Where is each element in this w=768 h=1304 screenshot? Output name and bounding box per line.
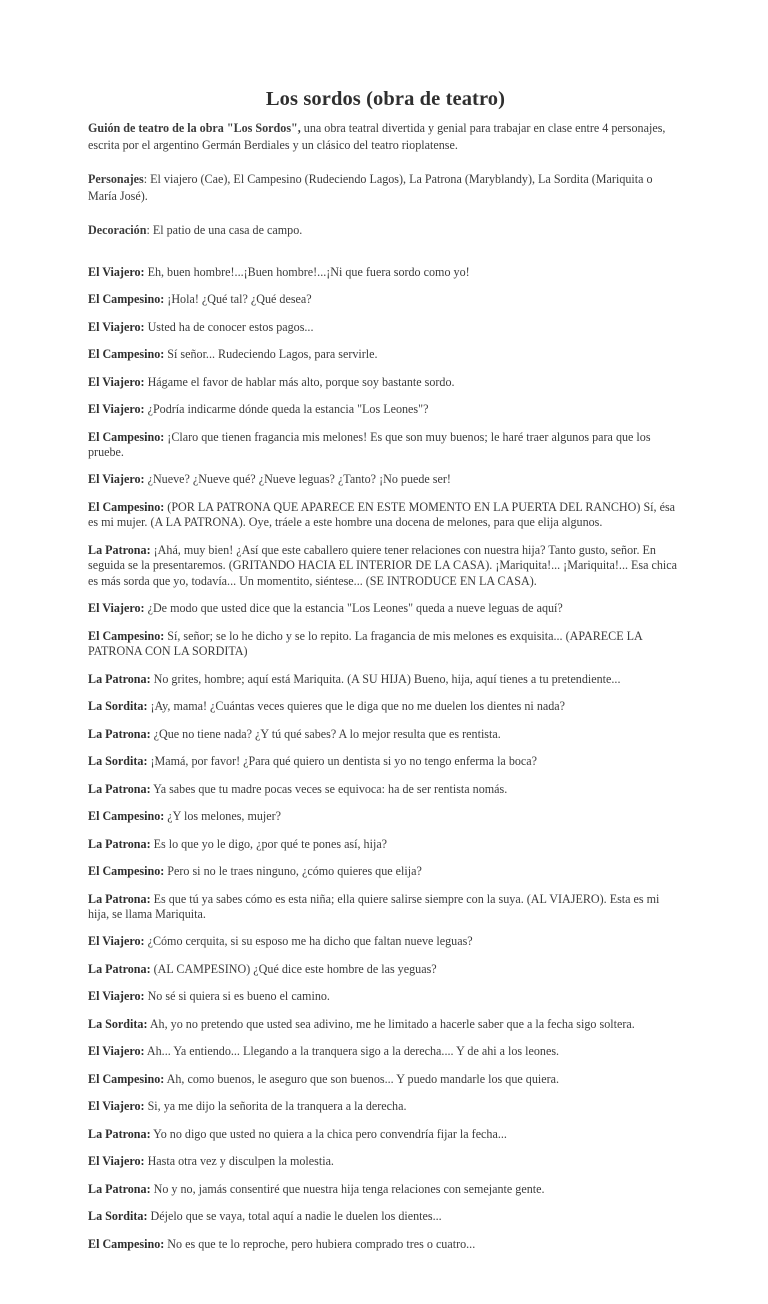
speech-text: Ah, como buenos, le aseguro que son buenos... Y puedo mandarle los que quiera. (164, 1071, 560, 1086)
dialogue-line (88, 727, 683, 742)
speaker-name: La Patrona: (88, 542, 151, 557)
speaker-name: El Campesino: (88, 1236, 165, 1251)
dialogue-line (88, 989, 683, 1004)
speaker-name: La Patrona: (88, 671, 151, 686)
speaker-name: El Campesino: (88, 499, 165, 514)
dialogue-line (88, 1154, 683, 1169)
dialogue-line (88, 347, 683, 362)
speech-text: Sí, señor; se lo he dicho y se lo repito. La fragancia de mis melones es exquisita... (APARECE LA PATRONA CON LA SORDITA) (88, 628, 643, 659)
speech-text: Usted ha de conocer estos pagos... (144, 319, 314, 334)
speaker-name: El Viajero: (88, 264, 145, 279)
speech-text: ¡Mamá, por favor! ¿Para qué quiero un dentista si yo no tengo enferma la boca? (147, 754, 538, 769)
speaker-name: El Viajero: (88, 319, 145, 334)
dialogue-line (88, 629, 683, 660)
dialogue-line (88, 375, 683, 390)
speech-text: (AL CAMPESINO) ¿Qué dice este hombre de las yeguas? (150, 961, 437, 976)
scene-block (88, 543, 683, 617)
speech-text: Eh, buen hombre!...¡Buen hombre!...¡Ni que fuera sordo como yo! (144, 264, 470, 279)
speech-text: Déjelo que se vaya, total aquí a nadie le duelen los dientes... (147, 1209, 442, 1224)
intro-paragraph (88, 120, 683, 153)
speech-text: Ah, yo no pretendo que usted sea adivino, me he limitado a hacerle saber que a la fecha sigo soltera. (147, 1016, 635, 1031)
speaker-name: La Patrona: (88, 726, 151, 741)
dialogue-line (88, 754, 683, 769)
speaker-name: El Campesino: (88, 292, 165, 306)
speaker-name: El Viajero: (88, 1099, 145, 1114)
decoracion-separator: : (146, 223, 153, 237)
dialogue-line (88, 1072, 683, 1087)
speaker-name: El Viajero: (88, 934, 145, 949)
speaker-name: La Sordita: (88, 699, 148, 714)
dialogue-line (88, 1099, 683, 1114)
speaker-name: El Viajero: (88, 1044, 145, 1059)
meta-section (88, 171, 683, 239)
personajes-value: El viajero (Cae), El Campesino (Rudeciendo Lagos), La Patrona (Maryblandy), La Sordita (Mariquita o María José). (88, 172, 653, 203)
scene-block (88, 265, 683, 390)
speaker-name: La Patrona: (88, 1181, 151, 1196)
page-title: Los sordos (obra de teatro) (265, 88, 506, 110)
personajes-block (88, 171, 683, 204)
dialogue-line (88, 320, 683, 335)
speaker-name: El Viajero: (88, 472, 145, 487)
dialogue-line (88, 1209, 683, 1224)
speech-text: ¿Cómo cerquita, si su esposo me ha dicho que faltan nueve leguas? (144, 934, 473, 949)
dialogue-line (88, 962, 683, 977)
speech-text: ¿Que no tiene nada? ¿Y tú qué sabes? A lo mejor resulta que es rentista. (150, 726, 501, 741)
intro-body-text: una obra teatral divertida y genial para trabajar en clase entre 4 personajes, escrita por el argentino Germán Berdiales y un clásico del teatro rioplatense. (88, 121, 666, 152)
speech-text: ¿Podría indicarme dónde queda la estancia "Los Leones"? (144, 402, 429, 416)
speaker-name: El Campesino: (88, 429, 165, 444)
decoracion-label: Decoración (88, 223, 147, 237)
speech-text: No y no, jamás consentiré que nuestra hija tenga relaciones con semejante gente. (150, 1181, 545, 1196)
speech-text: Pero si no le traes ninguno, ¿cómo quieres que elija? (164, 864, 422, 879)
scene-block (88, 962, 683, 1252)
speech-text: ¿De modo que usted dice que la estancia "Los Leones" queda a nueve leguas de aquí? (144, 601, 563, 616)
speaker-name: La Patrona: (88, 836, 151, 851)
speech-text: ¡Ay, mama! ¿Cuántas veces quieres que le diga que no me duelen los dientes ni nada? (147, 699, 566, 714)
dialogue-line (88, 292, 683, 307)
script-body (88, 265, 683, 1253)
dialogue-line (88, 500, 683, 531)
dialogue-line (88, 472, 683, 487)
speech-text: Sí señor... Rudeciendo Lagos, para servirle. (164, 347, 378, 361)
dialogue-line (88, 1127, 683, 1142)
scene-block (88, 782, 683, 950)
dialogue-line (88, 934, 683, 949)
speaker-name: El Campesino: (88, 1071, 165, 1086)
speech-text: ¿Nueve? ¿Nueve qué? ¿Nueve leguas? ¿Tanto? ¡No puede ser! (144, 472, 451, 487)
dialogue-line (88, 864, 683, 879)
speech-text: Es que tú ya sabes cómo es esta niña; ella quiere salirse siempre con la suya. (AL VIAJERO). Esta es mi hija, se llama Mariquita. (88, 891, 660, 921)
speaker-name: La Patrona: (88, 961, 151, 976)
dialogue-line (88, 402, 683, 417)
speaker-name: El Viajero: (88, 374, 145, 389)
speaker-name: La Patrona: (88, 891, 151, 906)
scene-block (88, 629, 683, 770)
speaker-name: El Viajero: (88, 402, 145, 416)
speaker-name: La Sordita: (88, 1016, 148, 1031)
speech-text: Yo no digo que usted no quiera a la chica pero convendría fijar la fecha... (150, 1126, 507, 1141)
dialogue-line (88, 837, 683, 852)
dialogue-line (88, 892, 683, 923)
intro-lead-text: Guión de teatro de la obra "Los Sordos", (88, 121, 301, 135)
speech-text: No es que te lo reproche, pero hubiera comprado tres o cuatro... (164, 1236, 476, 1251)
speech-text: ¡Ahá, muy bien! ¿Así que este caballero quiere tener relaciones con nuestra hija? Tanto gusto, señor. En seguida se la presentaremos. (GRITANDO HACIA EL INTERIOR DE LA CASA). ¡Mariquita!... ¡Mariquita!... Esa chica es más sorda que yo, todavía... Un momentito, siéntese... (SE INTRODUCE EN LA CASA). (88, 542, 678, 588)
speaker-name: El Viajero: (88, 601, 145, 616)
personajes-separator: : (143, 172, 151, 186)
dialogue-line (88, 782, 683, 797)
speech-text: Ya sabes que tu madre pocas veces se equivoca: ha de ser rentista nomás. (150, 781, 508, 796)
speaker-name: La Sordita: (88, 1209, 148, 1224)
speaker-name: El Campesino: (88, 347, 165, 361)
speaker-name: El Viajero: (88, 1154, 145, 1169)
speaker-name: La Sordita: (88, 754, 148, 769)
speech-text: (POR LA PATRONA QUE APARECE EN ESTE MOMENTO EN LA PUERTA DEL RANCHO) Sí, ésa es mi mujer. (A LA PATRONA). Oye, tráele a este hombre una docena de melones, para que elija algunos. (88, 499, 676, 530)
speaker-name: La Patrona: (88, 1126, 151, 1141)
speech-text: Ah... Ya entiendo... Llegando a la tranquera sigo a la derecha.... Y de ahi a los leones. (144, 1044, 560, 1059)
speech-text: No grites, hombre; aquí está Mariquita. (A SU HIJA) Bueno, hija, aquí tienes a tu pretendiente... (150, 671, 621, 686)
dialogue-line (88, 543, 683, 589)
speech-text: ¿Y los melones, mujer? (164, 809, 282, 824)
speaker-name: El Campesino: (88, 864, 165, 879)
dialogue-line (88, 672, 683, 687)
speech-text: Hasta otra vez y disculpen la molestia. (144, 1154, 334, 1169)
speech-text: ¡Claro que tienen fragancia mis melones! Es que son muy buenos; le haré traer algunos para que los pruebe. (88, 429, 651, 459)
speech-text: ¡Hola! ¿Qué tal? ¿Qué desea? (164, 292, 312, 306)
speaker-name: El Viajero: (88, 989, 145, 1004)
dialogue-line (88, 1044, 683, 1059)
dialogue-line (88, 1237, 683, 1252)
speech-text: Si, ya me dijo la señorita de la tranquera a la derecha. (144, 1099, 407, 1114)
dialogue-line (88, 809, 683, 824)
speaker-name: El Campesino: (88, 809, 165, 824)
scene-block (88, 402, 683, 531)
speech-text: Hágame el favor de hablar más alto, porque soy bastante sordo. (144, 374, 455, 389)
decoracion-value: El patio de una casa de campo. (152, 223, 303, 237)
speech-text: No sé si quiera si es bueno el camino. (144, 989, 330, 1004)
dialogue-line (88, 430, 683, 461)
dialogue-line (88, 1182, 683, 1197)
dialogue-line (88, 1017, 683, 1032)
dialogue-line (88, 601, 683, 616)
dialogue-line (88, 699, 683, 714)
speech-text: Es lo que yo le digo, ¿por qué te pones así, hija? (150, 836, 388, 851)
dialogue-line (88, 265, 683, 280)
personajes-label: Personajes (88, 172, 144, 186)
speaker-name: El Campesino: (88, 628, 165, 643)
speaker-name: La Patrona: (88, 781, 151, 796)
decoracion-block (88, 222, 683, 239)
